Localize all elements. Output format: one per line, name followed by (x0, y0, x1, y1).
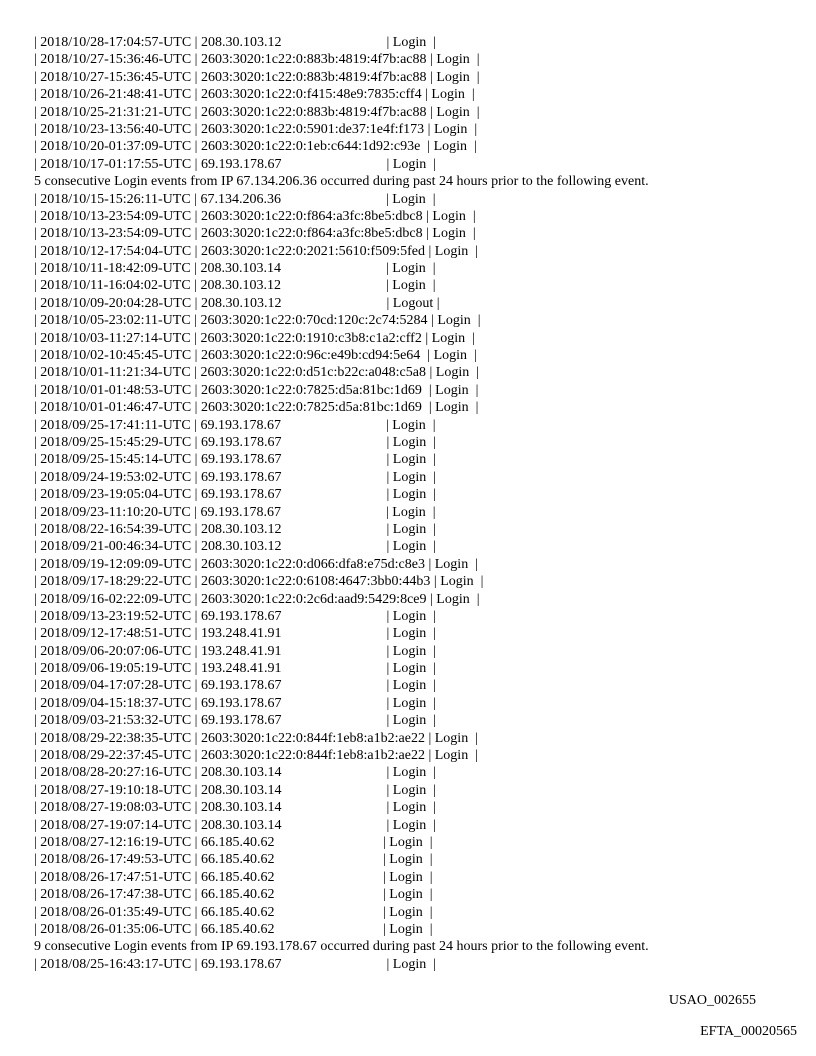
log-row: | 2018/09/21-00:46:34-UTC | 208.30.103.12 | Login | (34, 539, 437, 555)
log-row: | 2018/09/25-15:45:14-UTC | 69.193.178.67 | Login | (34, 452, 437, 468)
log-row: | 2018/08/26-01:35:49-UTC | 66.185.40.62 | Login | (34, 904, 433, 920)
log-row: | 2018/10/03-11:27:14-UTC | 2603:3020:1c22:0:1910:c3b8:c1a2:cff2 | Login | (34, 330, 475, 346)
efta-number: EFTA_00020565 (700, 1024, 797, 1039)
log-row: | 2018/10/13-23:54:09-UTC | 2603:3020:1c22:0:f864:a3fc:8be5:dbc8 | Login | (34, 208, 476, 224)
log-row: | 2018/10/02-10:45:45-UTC | 2603:3020:1c22:0:96c:e49b:cd94:5e64 | Login | (34, 348, 477, 364)
log-row: | 2018/08/27-12:16:19-UTC | 66.185.40.62 | Login | (34, 834, 433, 850)
log-row: | 2018/08/27-19:07:14-UTC | 208.30.103.14 | Login | (34, 817, 437, 833)
log-row: | 2018/08/26-17:49:53-UTC | 66.185.40.62 | Login | (34, 852, 433, 868)
log-row: | 2018/10/15-15:26:11-UTC | 67.134.206.36 | Login | (34, 191, 436, 207)
log-row: | 2018/10/09-20:04:28-UTC | 208.30.103.12 | Logout | (34, 295, 440, 311)
log-row: | 2018/09/16-02:22:09-UTC | 2603:3020:1c22:0:2c6d:aad9:5429:8ce9 | Login | (34, 591, 480, 607)
log-row: | 2018/08/27-19:08:03-UTC | 208.30.103.14 | Login | (34, 800, 437, 816)
log-row: | 2018/09/23-19:05:04-UTC | 69.193.178.67 | Login | (34, 487, 437, 503)
log-row: | 2018/10/27-15:36:46-UTC | 2603:3020:1c22:0:883b:4819:4f7b:ac88 | Login | (34, 52, 480, 68)
log-row: | 2018/09/17-18:29:22-UTC | 2603:3020:1c22:0:6108:4647:3bb0:44b3 | Login | (34, 574, 484, 590)
log-row: | 2018/10/11-16:04:02-UTC | 208.30.103.12 | Login | (34, 278, 436, 294)
log-row: | 2018/09/23-11:10:20-UTC | 69.193.178.67 | Login | (34, 504, 436, 520)
log-row: | 2018/10/13-23:54:09-UTC | 2603:3020:1c22:0:f864:a3fc:8be5:dbc8 | Login | (34, 226, 476, 242)
log-row: | 2018/09/03-21:53:32-UTC | 69.193.178.67 | Login | (34, 713, 437, 729)
log-row: | 2018/08/26-01:35:06-UTC | 66.185.40.62 | Login | (34, 921, 433, 937)
log-row: | 2018/09/19-12:09:09-UTC | 2603:3020:1c22:0:d066:dfa8:e75d:c8e3 | Login | (34, 556, 478, 572)
log-row: | 2018/10/25-21:31:21-UTC | 2603:3020:1c22:0:883b:4819:4f7b:ac88 | Login | (34, 104, 480, 120)
log-row: | 2018/09/25-15:45:29-UTC | 69.193.178.67 | Login | (34, 434, 437, 450)
log-row: | 2018/10/17-01:17:55-UTC | 69.193.178.67 | Login | (34, 156, 437, 172)
bates-number: USAO_002655 (668, 993, 756, 1008)
log-row: | 2018/09/06-20:07:06-UTC | 193.248.41.91 | Login | (34, 643, 437, 659)
log-row: | 2018/09/04-15:18:37-UTC | 69.193.178.67 | Login | (34, 695, 437, 711)
log-row: | 2018/08/29-22:38:35-UTC | 2603:3020:1c22:0:844f:1eb8:a1b2:ae22 | Login | (34, 730, 478, 746)
log-row: | 2018/10/12-17:54:04-UTC | 2603:3020:1c22:0:2021:5610:f509:5fed | Login | (34, 243, 479, 259)
log-row: | 2018/10/27-15:36:45-UTC | 2603:3020:1c22:0:883b:4819:4f7b:ac88 | Login | (34, 69, 480, 85)
log-row: | 2018/09/25-17:41:11-UTC | 69.193.178.67 | Login | (34, 417, 436, 433)
log-row: | 2018/09/06-19:05:19-UTC | 193.248.41.91 | Login | (34, 661, 437, 677)
log-row: | 2018/08/29-22:37:45-UTC | 2603:3020:1c22:0:844f:1eb8:a1b2:ae22 | Login | (34, 748, 478, 764)
consecutive-events-note: 5 consecutive Login events from IP 67.134.206.36 occurred during past 24 hours prior to the following event. (34, 174, 649, 190)
log-row: | 2018/08/27-19:10:18-UTC | 208.30.103.14 | Login | (34, 782, 437, 798)
consecutive-events-note: 9 consecutive Login events from IP 69.193.178.67 occurred during past 24 hours prior to the following event. (34, 939, 649, 955)
log-row: | 2018/10/05-23:02:11-UTC | 2603:3020:1c22:0:70cd:120c:2c74:5284 | Login | (34, 313, 481, 329)
log-row: | 2018/10/01-01:46:47-UTC | 2603:3020:1c22:0:7825:d5a:81bc:1d69 | Login | (34, 400, 479, 416)
log-row: | 2018/10/11-18:42:09-UTC | 208.30.103.14 | Login | (34, 261, 436, 277)
log-row: | 2018/09/04-17:07:28-UTC | 69.193.178.67 | Login | (34, 678, 437, 694)
log-row: | 2018/09/12-17:48:51-UTC | 193.248.41.91 | Login | (34, 626, 437, 642)
log-row: | 2018/10/26-21:48:41-UTC | 2603:3020:1c22:0:f415:48e9:7835:cff4 | Login | (34, 87, 475, 103)
log-row: | 2018/08/22-16:54:39-UTC | 208.30.103.12 | Login | (34, 521, 437, 537)
log-row: | 2018/10/01-01:48:53-UTC | 2603:3020:1c22:0:7825:d5a:81bc:1d69 | Login | (34, 382, 479, 398)
log-row: | 2018/08/25-16:43:17-UTC | 69.193.178.67 | Login | (34, 956, 437, 972)
log-row: | 2018/08/26-17:47:51-UTC | 66.185.40.62 | Login | (34, 869, 433, 885)
login-log (34, 34, 794, 973)
log-row: | 2018/10/01-11:21:34-UTC | 2603:3020:1c22:0:d51c:b22c:a048:c5a8 | Login | (34, 365, 480, 381)
log-row: | 2018/10/28-17:04:57-UTC | 208.30.103.12 | Login | (34, 35, 437, 50)
log-row: | 2018/10/20-01:37:09-UTC | 2603:3020:1c22:0:1eb:c644:1d92:c93e | Login | (34, 139, 477, 155)
log-row: | 2018/09/24-19:53:02-UTC | 69.193.178.67 | Login | (34, 469, 437, 485)
log-row: | 2018/09/13-23:19:52-UTC | 69.193.178.67 | Login | (34, 608, 437, 624)
log-row: | 2018/08/26-17:47:38-UTC | 66.185.40.62 | Login | (34, 887, 433, 903)
log-row: | 2018/08/28-20:27:16-UTC | 208.30.103.14 | Login | (34, 765, 437, 781)
log-row: | 2018/10/23-13:56:40-UTC | 2603:3020:1c22:0:5901:de37:1e4f:f173 | Login | (34, 121, 478, 137)
